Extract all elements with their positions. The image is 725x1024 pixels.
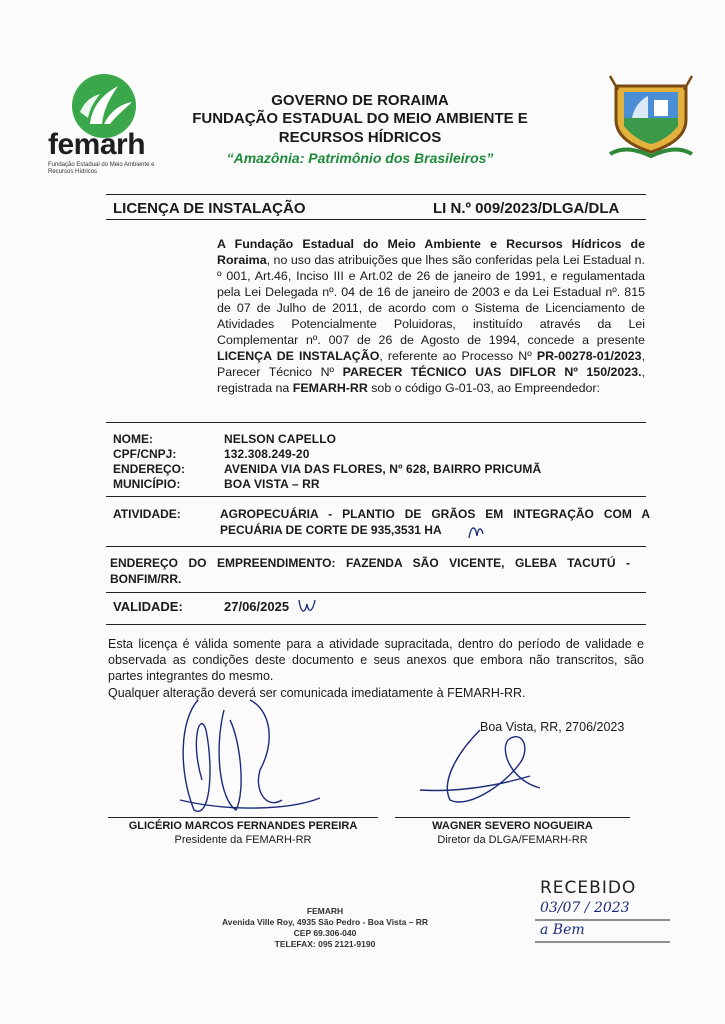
body-paragraph: A Fundação Estadual do Meio Ambiente e Recursos Hídricos de Roraima, no uso das atribuições que lhes são conferidas pela Lei Estadual n. º 001, Art.46, Inciso III e Art.02 de 26 de janeiro de 1991, e regulamentada pela Lei Delegada nº. 04 de 16 de janeiro de 2003 e da Lei Estadual nº. 815 de 07 de Julho de 2011, de acordo com o Sistema de Licenciamento de Atividades Potencialmente Poluidoras, instituído através da Lei Complementar nº. 007 de 26 de Agosto de 1994, concede a presente LICENÇA DE INSTALAÇÃO, referente ao Processo Nº PR-00278-01/2023, Parecer Técnico Nº PARECER TÉCNICO UAS DIFLOR Nº 150/2023., registrada na FEMARH-RR sob o código G-01-03, ao Empreendedor: bbox=[217, 237, 645, 395]
top-rule bbox=[106, 194, 646, 195]
document-number: LI N.º 009/2023/DLGA/DLA bbox=[433, 200, 620, 217]
header-foundation-line1: FUNDAÇÃO ESTADUAL DO MEIO AMBIENTE E bbox=[192, 110, 528, 127]
footer-phone: TELEFAX: 095 2121-9190 bbox=[274, 939, 376, 949]
title-rule bbox=[106, 219, 646, 220]
coat-of-arms-icon bbox=[604, 70, 698, 164]
header-slogan: “Amazônia: Patrimônio dos Brasileiros” bbox=[226, 150, 494, 166]
closing-notice: Qualquer alteração deverá ser comunicada imediatamente à FEMARH-RR. bbox=[108, 686, 526, 700]
header-foundation-line2: RECURSOS HÍDRICOS bbox=[278, 129, 442, 146]
closing-rule bbox=[106, 624, 646, 625]
document-type: LICENÇA DE INSTALAÇÃO bbox=[113, 200, 306, 217]
address-rule bbox=[106, 546, 646, 547]
handwritten-signatures bbox=[150, 680, 630, 830]
enterprise-address: ENDEREÇO DO EMPREENDIMENTO: FAZENDA SÃO VICENTE, GLEBA TACUTÚ - BONFIM/RR. bbox=[110, 556, 630, 586]
name-label: NOME: bbox=[113, 432, 153, 446]
info-mid-rule bbox=[106, 496, 646, 497]
signatory-director-name: WAGNER SEVERO NOGUEIRA bbox=[432, 820, 593, 832]
validity-label: VALIDADE: bbox=[113, 599, 183, 614]
signature-line-director bbox=[395, 817, 630, 818]
address-value: AVENIDA VIA DAS FLORES, Nº 628, BAIRRO PRICUMÃ bbox=[224, 462, 542, 476]
logo-subtitle: Fundação Estadual do Meio Ambiente e Recursos Hídricos bbox=[48, 162, 155, 175]
validity-rule bbox=[106, 592, 646, 593]
signatory-director-role: Diretor da DLGA/FEMARH-RR bbox=[437, 834, 588, 846]
signatory-president-name: GLICÉRIO MARCOS FERNANDES PEREIRA bbox=[128, 820, 358, 832]
validity-value: 27/06/2025 bbox=[224, 599, 290, 614]
closing-paragraph: Esta licença é válida somente para a atividade supracitada, dentro do período de validade e observada as condições deste documento e seus anexos que embora não transcritos, são partes integrantes do mesmo. bbox=[108, 637, 644, 683]
cpf-value: 132.308.249-20 bbox=[224, 447, 310, 461]
received-stamp-date: 03/07 / 2023 bbox=[540, 900, 630, 916]
received-stamp-signature: a Bem bbox=[540, 922, 585, 938]
address-label: ENDEREÇO: bbox=[113, 462, 186, 476]
received-stamp-title: RECEBIDO bbox=[540, 878, 637, 898]
city-value: BOA VISTA – RR bbox=[224, 477, 320, 491]
initials-mark bbox=[465, 520, 487, 542]
validity-initials-mark bbox=[296, 596, 318, 618]
header-government: GOVERNO DE RORAIMA bbox=[271, 92, 449, 109]
cpf-label: CPF/CNPJ: bbox=[113, 447, 177, 461]
logo-wordmark: femarh bbox=[48, 128, 146, 161]
place-date: Boa Vista, RR, 2706/2023 bbox=[480, 720, 625, 734]
signature-line-president bbox=[108, 817, 378, 818]
footer-cep: CEP 69.306-040 bbox=[293, 928, 357, 938]
info-top-rule bbox=[106, 422, 646, 423]
name-value: NELSON CAPELLO bbox=[224, 432, 337, 446]
activity-value: AGROPECUÁRIA - PLANTIO DE GRÃOS EM INTEGRAÇÃO COM A PECUÁRIA DE CORTE DE 935,3531 HA bbox=[220, 507, 650, 537]
signatory-president-role: Presidente da FEMARH-RR bbox=[174, 834, 312, 846]
city-label: MUNICÍPIO: bbox=[113, 477, 181, 491]
footer-address: Avenida Ville Roy, 4935 São Pedro - Boa Vista – RR bbox=[221, 917, 429, 927]
activity-label: ATIVIDADE: bbox=[113, 507, 181, 521]
footer-org: FEMARH bbox=[306, 906, 344, 916]
